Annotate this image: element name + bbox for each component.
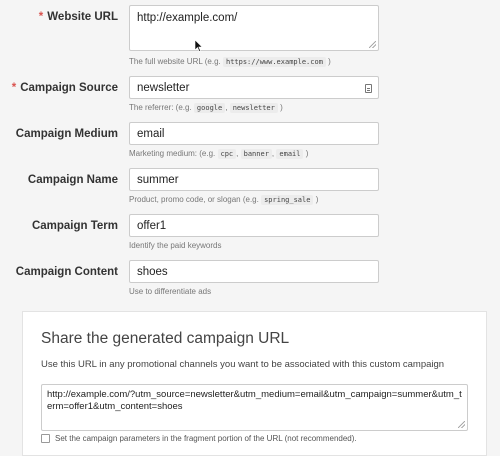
campaign-source-value: newsletter <box>137 81 190 94</box>
help-code: google <box>194 103 225 113</box>
campaign-medium-input[interactable] <box>129 122 379 145</box>
website-url-help: The full website URL (e.g. https://www.example.com ) <box>129 57 331 66</box>
campaign-name-value: summer <box>137 173 179 186</box>
campaign-content-label: Campaign Content <box>15 266 118 278</box>
campaign-source-help: The referrer: (e.g. google , newsletter ) <box>129 103 283 112</box>
fragment-checkbox[interactable] <box>41 434 50 443</box>
campaign-source-input[interactable] <box>129 76 379 99</box>
resize-handle-icon[interactable] <box>369 41 376 48</box>
fragment-option[interactable] <box>41 434 357 443</box>
help-code: banner <box>241 149 272 159</box>
campaign-name-help: Product, promo code, or slogan (e.g. spring_sale ) <box>129 195 319 204</box>
generated-url-output[interactable] <box>41 384 468 431</box>
help-code: email <box>276 149 303 159</box>
help-code: spring_sale <box>261 195 313 205</box>
campaign-content-help: Use to differentiate ads <box>129 287 212 296</box>
required-marker: * <box>38 11 44 23</box>
generated-url-text[interactable]: http://example.com/?utm_source=newsletter&utm_medium=email&utm_campaign=summer&utm_term=offer1&utm_content=shoes <box>47 389 462 412</box>
campaign-term-input[interactable] <box>129 214 379 237</box>
fragment-checkbox-label[interactable]: Set the campaign parameters in the fragment portion of the URL (not recommended). <box>55 434 357 443</box>
campaign-name-input[interactable] <box>129 168 379 191</box>
share-panel-description: Use this URL in any promotional channels you want to be associated with this custom campaign <box>41 359 445 370</box>
contact-card-icon[interactable] <box>365 84 372 93</box>
campaign-term-help: Identify the paid keywords <box>129 241 222 250</box>
share-campaign-url-panel <box>22 311 487 456</box>
campaign-term-value: offer1 <box>137 219 167 232</box>
campaign-term-label: Campaign Term <box>31 220 118 232</box>
campaign-source-label: * Campaign Source <box>11 82 118 94</box>
share-panel-title: Share the generated campaign URL <box>41 330 290 347</box>
campaign-content-input[interactable] <box>129 260 379 283</box>
campaign-name-label: Campaign Name <box>27 174 118 186</box>
required-marker: * <box>11 82 17 94</box>
resize-handle-icon[interactable] <box>458 421 465 428</box>
campaign-medium-help: Marketing medium: (e.g. cpc , banner , email ) <box>129 149 309 158</box>
help-code: cpc <box>218 149 237 159</box>
help-code: newsletter <box>230 103 278 113</box>
campaign-content-value: shoes <box>137 265 168 278</box>
campaign-medium-value: email <box>137 127 165 140</box>
help-code: https://www.example.com <box>223 57 326 67</box>
campaign-medium-label: Campaign Medium <box>15 128 118 140</box>
website-url-value: http://example.com/ <box>137 12 238 24</box>
website-url-input[interactable] <box>129 5 379 51</box>
arrow-cursor-icon <box>195 40 203 52</box>
website-url-label: * Website URL <box>38 11 118 23</box>
